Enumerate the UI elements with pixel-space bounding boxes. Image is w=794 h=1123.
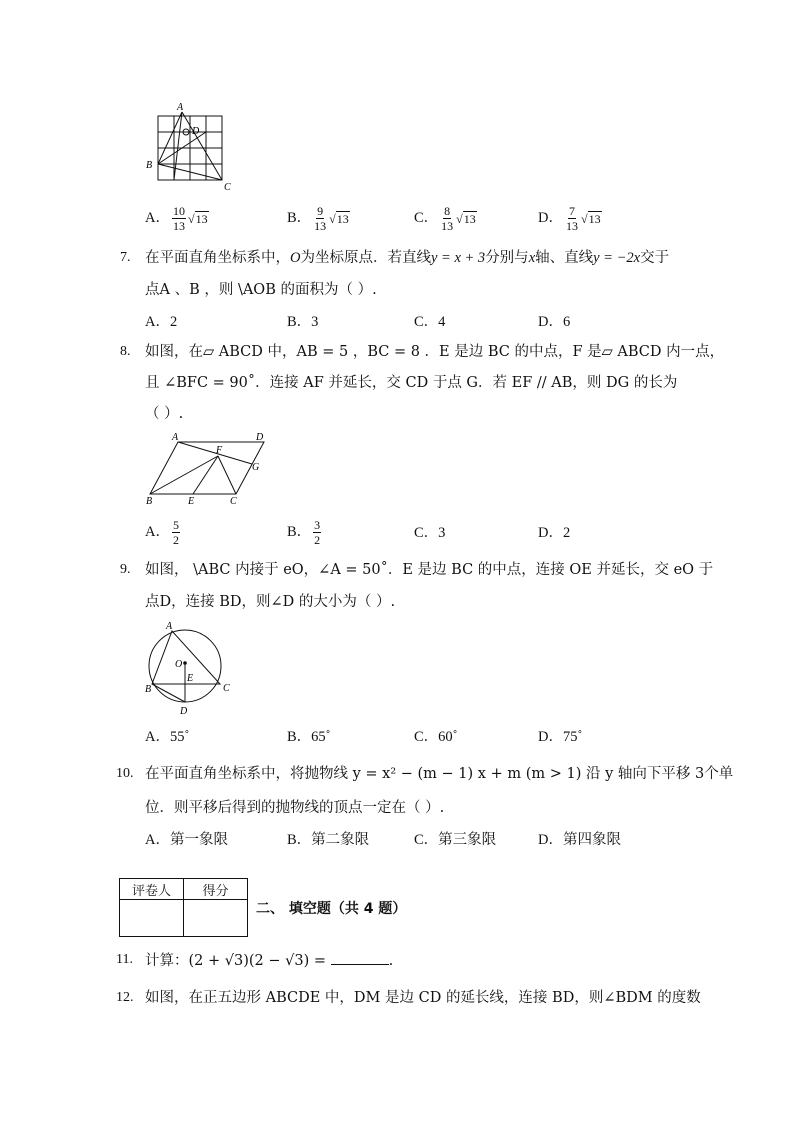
fig8-label-e: E: [188, 496, 195, 507]
sqrt: √13: [580, 211, 601, 226]
q8-parallelogram-figure: [140, 432, 280, 510]
denominator: 2: [172, 533, 179, 547]
q10-option-c[interactable]: C．第三象限: [414, 832, 497, 848]
fig6-label-b: B: [146, 160, 153, 171]
sqrt: √13: [456, 211, 476, 226]
fig8-label-g: G: [252, 462, 260, 473]
fraction: [172, 518, 180, 547]
q8-line3: （ ）.: [145, 406, 184, 422]
q9-option-b[interactable]: B．65˚: [287, 729, 331, 745]
numerator: 8: [444, 204, 451, 218]
q10-line2: 位．则平移后得到的抛物线的顶点一定在（ ）.: [145, 800, 445, 816]
q8-option-d[interactable]: D．2: [538, 525, 571, 541]
q7-line2: 点A 、B ，则 \AOB 的面积为（ ）.: [145, 282, 377, 298]
q7-text: 为坐标原点．若直线: [300, 250, 431, 266]
numerator: 5: [172, 518, 179, 532]
q8-line1: 如图，在▱ ABCD 中，AB = 5 ，BC = 8 ．E 是边 BC 的中点，F 是▱ ABCD 内一点，: [145, 344, 725, 360]
q7-eq1: y = x + 3: [430, 250, 486, 266]
q9-option-d[interactable]: D．75˚: [538, 729, 583, 745]
option-label: A．: [145, 209, 170, 226]
sqrt: √13: [187, 211, 208, 226]
fraction: [313, 518, 321, 547]
q7-option-a[interactable]: A．2: [145, 314, 178, 330]
q12-line: 如图，在正五边形 ABCDE 中，DM 是边 CD 的延长线，连接 BD，则∠BDM 的度数: [145, 990, 701, 1006]
q8-option-c[interactable]: C．3: [414, 525, 446, 541]
option-label: A．: [145, 523, 170, 540]
fraction: [565, 204, 579, 233]
q7-option-b[interactable]: B．3: [287, 314, 319, 330]
section-title: 二、 填空题（共 4 题）: [256, 901, 407, 917]
radicand: 13: [588, 211, 601, 226]
q6-grid-figure: [140, 100, 240, 195]
fraction: [440, 204, 454, 233]
numerator: 10: [172, 204, 185, 218]
q10-option-d[interactable]: D．第四象限: [538, 832, 621, 848]
q7-var-o: O: [290, 250, 301, 266]
sqrt: √13: [329, 211, 349, 226]
denominator: 13: [565, 219, 578, 233]
fig9-label-o: O: [175, 659, 183, 670]
denominator: 13: [172, 219, 185, 233]
q9-circle-figure: [140, 620, 240, 718]
fig9-label-e: E: [187, 673, 194, 684]
q7-text: 在平面直角坐标系中，: [145, 250, 290, 266]
q10-number: 10.: [116, 766, 134, 781]
q8-line2: 且 ∠BFC = 90˚．连接 AF 并延长，交 CD 于点 G．若 EF // AB，则 DG 的长为: [145, 375, 678, 391]
q10-option-a[interactable]: A．第一象限: [145, 832, 228, 848]
q7-line1: [145, 248, 669, 268]
fig9-label-a: A: [166, 621, 173, 632]
q7-var-x: x: [528, 250, 536, 266]
q11-text: 计算：(2 + √3)(2 − √3) =: [145, 953, 327, 969]
q7-text: 交于: [640, 250, 670, 266]
fig9-label-b: B: [145, 684, 152, 695]
q11-end: .: [388, 953, 394, 969]
fig8-label-b: B: [146, 496, 153, 507]
q11-number: 11.: [116, 952, 133, 967]
fig8-label-d: D: [256, 432, 264, 443]
q9-line2: 点D，连接 BD，则∠D 的大小为（ ）.: [145, 594, 396, 610]
fig8-label-c: C: [230, 496, 237, 507]
denominator: 13: [441, 219, 454, 233]
fig8-label-a: A: [172, 432, 179, 443]
q9-option-c[interactable]: C．60˚: [414, 729, 458, 745]
radicand: 13: [195, 211, 208, 226]
fig9-label-d: D: [180, 706, 188, 717]
score-table-grader-header: 评卷人: [120, 879, 184, 900]
radicand: 13: [336, 211, 349, 226]
score-table-score-header: 得分: [184, 879, 248, 900]
option-label: C．: [414, 209, 439, 226]
q8-number: 8.: [120, 344, 131, 359]
q6-option-a[interactable]: [145, 204, 209, 233]
denominator: 2: [314, 533, 321, 547]
q8-option-a[interactable]: [145, 518, 182, 547]
score-table-score-cell[interactable]: [184, 900, 248, 937]
q7-option-c[interactable]: C．4: [414, 314, 446, 330]
q12-number: 12.: [116, 990, 134, 1005]
q8-option-b[interactable]: [287, 518, 323, 547]
q7-number: 7.: [120, 250, 131, 265]
q6-option-d[interactable]: [538, 204, 602, 233]
q6-option-c[interactable]: [414, 204, 477, 233]
fig6-label-d: D: [192, 126, 200, 137]
q10-option-b[interactable]: B．第二象限: [287, 832, 370, 848]
denominator: 13: [314, 219, 327, 233]
q10-line1: 在平面直角坐标系中，将抛物线 y = x² − (m − 1) x + m (m > 1) 沿 y 轴向下平移 3个单: [145, 766, 734, 782]
fraction: [172, 204, 186, 233]
fig8-label-f: F: [216, 445, 223, 456]
q11-answer-blank[interactable]: [331, 950, 389, 965]
q7-text: 轴、直线: [535, 250, 594, 266]
q9-line1: 如图， \ABC 内接于 eO，∠A = 50˚．E 是边 BC 的中点，连接 OE 并延长，交 eO 于: [145, 562, 714, 578]
fraction: [313, 204, 327, 233]
score-table-grader-cell[interactable]: [120, 900, 184, 937]
q11-line: [145, 950, 393, 971]
q7-eq2: y = −2x: [593, 250, 641, 266]
option-label: D．: [538, 209, 563, 226]
fig6-label-c: C: [224, 182, 231, 193]
fig9-label-c: C: [223, 683, 230, 694]
q7-text: 分别与: [485, 250, 529, 266]
q7-option-d[interactable]: D．6: [538, 314, 571, 330]
option-label: B．: [287, 523, 312, 540]
q6-option-b[interactable]: [287, 204, 350, 233]
numerator: 7: [568, 204, 575, 218]
numerator: 9: [317, 204, 324, 218]
numerator: 3: [314, 518, 321, 532]
q9-option-a[interactable]: A．55˚: [145, 729, 190, 745]
radicand: 13: [463, 211, 476, 226]
fig6-label-a: A: [177, 102, 184, 113]
q9-number: 9.: [120, 562, 131, 577]
score-table: [119, 878, 248, 937]
option-label: B．: [287, 209, 312, 226]
